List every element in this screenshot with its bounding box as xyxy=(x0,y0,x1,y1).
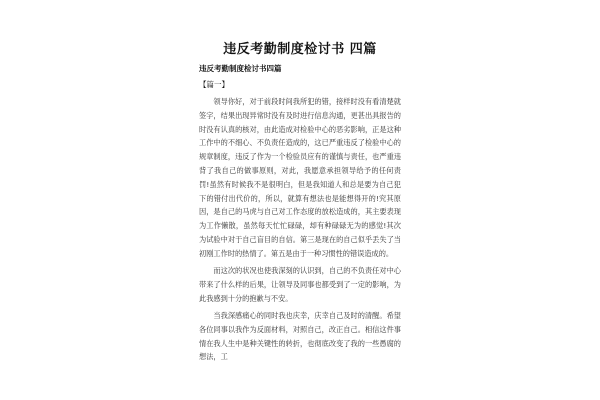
paragraph-2: 而这次的状况也使我深刻的认识到，自己的不负责任对中心带来了什么样的后果，让领导及同事也都受到了一定的影响，为此我感到十分的抱歉与不安。 xyxy=(199,266,401,303)
document-subtitle: 违反考勤制度检讨书四篇 xyxy=(199,64,282,73)
paragraph-1: 领导你好，对于前段时间我所犯的错，接样时没有看清楚就签字，结果出现异常时没有及时进行信息沟通，更甚出具报告的时没有认真的核对，由此造成对检验中心的恶劣影响，正是这种工作中的不细心、不负责任造成的，这已严重违反了检验中心的规章制度，违反了作为一个检验员应有的谨慎与责任，也严重违背了我自己的做事原则，对此，我愿意承担领导给予的任何责罚!虽然有时候我不是很明白，但是我知道人和总是要为自己犯下的错付出代价的，所以，就算有想法也是能想得开的!究其原因，是自己的马虎与自己对工作态度的放松造成的，其主要表现为工作懒散，虽然每天忙忙碌碌，却有种碌碌无为的感觉!其次为试验中对于自己盲目的自信。第三是现在的自己似乎丢失了当初刚工作时的热情了。第五是由于一种习惯性的错误造成的。 xyxy=(199,97,401,258)
section-label: 【篇一】 xyxy=(199,80,229,89)
document-title: 违反考勤制度检讨书 四篇 xyxy=(223,42,377,57)
paragraph-3: 当我深感痛心的同时我也庆幸，庆幸自己及时的清醒。希望各位同事以我作为反面材料，对照自己，改正自己。相信这件事情在我人生中是种关键性的转折，也彻底改变了我的一些愚腐的想法，工 xyxy=(199,310,401,362)
document-body xyxy=(199,95,401,368)
